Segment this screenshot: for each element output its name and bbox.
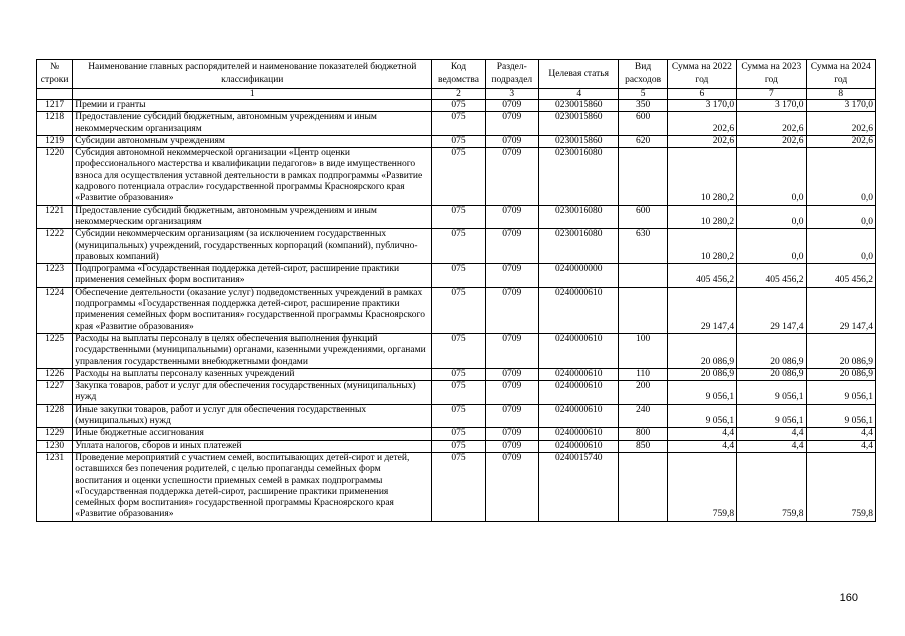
sum-2024-cell: 4,4 xyxy=(806,440,875,452)
header-sum-2022: Сумма на 2022 год xyxy=(667,60,736,89)
column-number: 5 xyxy=(619,89,667,100)
table-row xyxy=(37,148,876,205)
dept-code-cell: 075 xyxy=(432,404,485,428)
sum-2022-cell: 759,8 xyxy=(667,452,736,521)
row-number-cell: 1227 xyxy=(37,381,73,405)
row-number-cell: 1226 xyxy=(37,368,73,380)
table-row xyxy=(37,264,876,288)
sum-2023-cell: 405 456,2 xyxy=(737,264,806,288)
sum-2023-cell: 9 056,1 xyxy=(737,404,806,428)
sum-2024-cell: 20 086,9 xyxy=(806,368,875,380)
section-cell: 0709 xyxy=(485,404,538,428)
section-cell: 0709 xyxy=(485,229,538,264)
dept-code-cell: 075 xyxy=(432,368,485,380)
dept-code-cell: 075 xyxy=(432,381,485,405)
section-cell: 0709 xyxy=(485,440,538,452)
expense-type-cell: 600 xyxy=(619,112,667,136)
sum-2022-cell: 10 280,2 xyxy=(667,205,736,229)
sum-2023-cell: 0,0 xyxy=(737,229,806,264)
column-number: 1 xyxy=(73,89,432,100)
sum-2024-cell: 202,6 xyxy=(806,135,875,147)
table-row xyxy=(37,452,876,521)
row-name-cell: Иные бюджетные ассигнования xyxy=(73,428,432,440)
expense-type-cell xyxy=(619,264,667,288)
table-row xyxy=(37,381,876,405)
sum-2023-cell: 759,8 xyxy=(737,452,806,521)
section-cell: 0709 xyxy=(485,428,538,440)
expense-type-cell: 850 xyxy=(619,440,667,452)
sum-2024-cell: 0,0 xyxy=(806,148,875,205)
header-sum-2023: Сумма на 2023 год xyxy=(737,60,806,89)
target-article-cell: 0240015740 xyxy=(538,452,618,521)
dept-code-cell: 075 xyxy=(432,287,485,333)
row-name-cell: Обеспечение деятельности (оказание услуг) подведомственных учреждений в рамках подпрограммы «Государственная поддержка детей-сирот, расширение практики применения семейных форм воспитания» государственной программы Красноярского края «Развитие образования» xyxy=(73,287,432,333)
target-article-cell: 0230016080 xyxy=(538,148,618,205)
sum-2022-cell: 20 086,9 xyxy=(667,368,736,380)
table-row xyxy=(37,100,876,112)
sum-2022-cell: 29 147,4 xyxy=(667,287,736,333)
sum-2023-cell: 20 086,9 xyxy=(737,368,806,380)
row-name-cell: Субсидии автономным учреждениям xyxy=(73,135,432,147)
table-row xyxy=(37,112,876,136)
sum-2023-cell: 202,6 xyxy=(737,135,806,147)
row-number-cell: 1222 xyxy=(37,229,73,264)
header-row xyxy=(37,60,876,89)
target-article-cell: 0240000610 xyxy=(538,287,618,333)
dept-code-cell: 075 xyxy=(432,229,485,264)
expense-type-cell: 600 xyxy=(619,205,667,229)
expense-type-cell xyxy=(619,287,667,333)
expense-type-cell: 200 xyxy=(619,381,667,405)
header-exp-type: Вид расходов xyxy=(619,60,667,89)
row-number-cell: 1217 xyxy=(37,100,73,112)
expense-type-cell: 100 xyxy=(619,333,667,368)
expense-type-cell: 800 xyxy=(619,428,667,440)
section-cell: 0709 xyxy=(485,112,538,136)
dept-code-cell: 075 xyxy=(432,205,485,229)
row-number-cell: 1228 xyxy=(37,404,73,428)
sum-2023-cell: 4,4 xyxy=(737,428,806,440)
dept-code-cell: 075 xyxy=(432,112,485,136)
row-number-cell: 1218 xyxy=(37,112,73,136)
expense-type-cell: 350 xyxy=(619,100,667,112)
table-row xyxy=(37,440,876,452)
expense-type-cell xyxy=(619,452,667,521)
expense-type-cell: 630 xyxy=(619,229,667,264)
column-number: 3 xyxy=(485,89,538,100)
target-article-cell: 0230016080 xyxy=(538,229,618,264)
dept-code-cell: 075 xyxy=(432,264,485,288)
sum-2024-cell: 9 056,1 xyxy=(806,404,875,428)
row-number-cell: 1221 xyxy=(37,205,73,229)
table-row xyxy=(37,229,876,264)
sum-2023-cell: 29 147,4 xyxy=(737,287,806,333)
sum-2024-cell: 0,0 xyxy=(806,229,875,264)
section-cell: 0709 xyxy=(485,368,538,380)
sum-2022-cell: 20 086,9 xyxy=(667,333,736,368)
sum-2023-cell: 202,6 xyxy=(737,112,806,136)
column-number: 2 xyxy=(432,89,485,100)
dept-code-cell: 075 xyxy=(432,333,485,368)
target-article-cell: 0240000000 xyxy=(538,264,618,288)
sum-2022-cell: 4,4 xyxy=(667,428,736,440)
sum-2023-cell: 20 086,9 xyxy=(737,333,806,368)
target-article-cell: 0240000610 xyxy=(538,404,618,428)
column-number: 6 xyxy=(667,89,736,100)
header-name: Наименование главных распорядителей и наименование показателей бюджетной классификации xyxy=(73,60,432,89)
dept-code-cell: 075 xyxy=(432,100,485,112)
header-target: Целевая статья xyxy=(538,60,618,89)
row-name-cell: Предоставление субсидий бюджетным, автономным учреждениям и иным некоммерческим организациям xyxy=(73,112,432,136)
section-cell: 0709 xyxy=(485,287,538,333)
row-name-cell: Расходы на выплаты персоналу казенных учреждений xyxy=(73,368,432,380)
section-cell: 0709 xyxy=(485,264,538,288)
row-number-cell: 1225 xyxy=(37,333,73,368)
dept-code-cell: 075 xyxy=(432,440,485,452)
sum-2024-cell: 4,4 xyxy=(806,428,875,440)
sum-2022-cell: 9 056,1 xyxy=(667,404,736,428)
target-article-cell: 0240000610 xyxy=(538,381,618,405)
sum-2024-cell: 0,0 xyxy=(806,205,875,229)
row-name-cell: Уплата налогов, сборов и иных платежей xyxy=(73,440,432,452)
sum-2024-cell: 405 456,2 xyxy=(806,264,875,288)
row-name-cell: Премии и гранты xyxy=(73,100,432,112)
table-row xyxy=(37,333,876,368)
target-article-cell: 0230015860 xyxy=(538,100,618,112)
expense-type-cell xyxy=(619,148,667,205)
row-name-cell: Проведение мероприятий с участием семей, воспитывающих детей-сирот и детей, оставшихся без попечения родителей, с целью пропаганды семейных форм воспитания и оценки успешности приемных семей в рамках подпрограммы «Государственная поддержка детей-сирот, расширение практики применения семейных форм воспитания» государственной программы Красноярского края «Развитие образования» xyxy=(73,452,432,521)
sum-2024-cell: 20 086,9 xyxy=(806,333,875,368)
sum-2024-cell: 759,8 xyxy=(806,452,875,521)
table-row xyxy=(37,428,876,440)
section-cell: 0709 xyxy=(485,100,538,112)
target-article-cell: 0230015860 xyxy=(538,112,618,136)
target-article-cell: 0230016080 xyxy=(538,205,618,229)
header-row-no: № строки xyxy=(37,60,73,89)
section-cell: 0709 xyxy=(485,333,538,368)
row-number-cell: 1224 xyxy=(37,287,73,333)
sum-2024-cell: 29 147,4 xyxy=(806,287,875,333)
row-name-cell: Закупка товаров, работ и услуг для обеспечения государственных (муниципальных) нужд xyxy=(73,381,432,405)
row-name-cell: Иные закупки товаров, работ и услуг для обеспечения государственных (муниципальных) нужд xyxy=(73,404,432,428)
section-cell: 0709 xyxy=(485,452,538,521)
column-number: 8 xyxy=(806,89,875,100)
row-number-cell: 1230 xyxy=(37,440,73,452)
row-number-cell: 1219 xyxy=(37,135,73,147)
dept-code-cell: 075 xyxy=(432,428,485,440)
dept-code-cell: 075 xyxy=(432,135,485,147)
section-cell: 0709 xyxy=(485,205,538,229)
section-cell: 0709 xyxy=(485,381,538,405)
sum-2022-cell: 202,6 xyxy=(667,112,736,136)
row-name-cell: Расходы на выплаты персоналу в целях обеспечения выполнения функций государственными (муниципальными) органами, казенными учреждениями, органами управления государственными внебюджетными фондами xyxy=(73,333,432,368)
header-dept-code: Код ведомства xyxy=(432,60,485,89)
sum-2022-cell: 202,6 xyxy=(667,135,736,147)
table-body xyxy=(37,100,876,522)
table-row xyxy=(37,205,876,229)
sum-2022-cell: 3 170,0 xyxy=(667,100,736,112)
header-sum-2024: Сумма на 2024 год xyxy=(806,60,875,89)
sum-2022-cell: 4,4 xyxy=(667,440,736,452)
sum-2023-cell: 3 170,0 xyxy=(737,100,806,112)
column-number: 4 xyxy=(538,89,618,100)
section-cell: 0709 xyxy=(485,135,538,147)
expense-type-cell: 110 xyxy=(619,368,667,380)
sum-2022-cell: 10 280,2 xyxy=(667,229,736,264)
sum-2023-cell: 0,0 xyxy=(737,205,806,229)
expense-type-cell: 620 xyxy=(619,135,667,147)
sum-2022-cell: 405 456,2 xyxy=(667,264,736,288)
sum-2023-cell: 9 056,1 xyxy=(737,381,806,405)
row-name-cell: Субсидии некоммерческим организациям (за исключением государственных (муниципальных) учреждений, государственных корпораций (компаний), публично-правовых компаний) xyxy=(73,229,432,264)
table-row xyxy=(37,135,876,147)
row-name-cell: Субсидия автономной некоммерческой организации «Центр оценки профессионального мастерства и квалификации педагогов» в виде имущественного взноса для осуществления уставной деятельности в рамках подпрограммы «Развитие кадрового потенциала отрасли» государственной программы Красноярского края «Развитие образования» xyxy=(73,148,432,205)
column-number xyxy=(37,89,73,100)
sum-2023-cell: 4,4 xyxy=(737,440,806,452)
row-name-cell: Предоставление субсидий бюджетным, автономным учреждениям и иным некоммерческим организациям xyxy=(73,205,432,229)
page-number: 160 xyxy=(839,592,858,604)
target-article-cell: 0240000610 xyxy=(538,368,618,380)
column-number: 7 xyxy=(737,89,806,100)
row-number-cell: 1220 xyxy=(37,148,73,205)
sum-2024-cell: 3 170,0 xyxy=(806,100,875,112)
budget-table xyxy=(36,59,876,522)
row-number-cell: 1231 xyxy=(37,452,73,521)
sum-2024-cell: 9 056,1 xyxy=(806,381,875,405)
sum-2022-cell: 9 056,1 xyxy=(667,381,736,405)
table-row xyxy=(37,368,876,380)
sum-2024-cell: 202,6 xyxy=(806,112,875,136)
header-section: Раздел-подраздел xyxy=(485,60,538,89)
section-cell: 0709 xyxy=(485,148,538,205)
expense-type-cell: 240 xyxy=(619,404,667,428)
table-row xyxy=(37,404,876,428)
target-article-cell: 0240000610 xyxy=(538,333,618,368)
dept-code-cell: 075 xyxy=(432,452,485,521)
column-number-row xyxy=(37,89,876,100)
sum-2022-cell: 10 280,2 xyxy=(667,148,736,205)
sum-2023-cell: 0,0 xyxy=(737,148,806,205)
dept-code-cell: 075 xyxy=(432,148,485,205)
table-row xyxy=(37,287,876,333)
row-name-cell: Подпрограмма «Государственная поддержка детей-сирот, расширение практики применения семейных форм воспитания» xyxy=(73,264,432,288)
target-article-cell: 0240000610 xyxy=(538,428,618,440)
target-article-cell: 0230015860 xyxy=(538,135,618,147)
target-article-cell: 0240000610 xyxy=(538,440,618,452)
row-number-cell: 1229 xyxy=(37,428,73,440)
row-number-cell: 1223 xyxy=(37,264,73,288)
